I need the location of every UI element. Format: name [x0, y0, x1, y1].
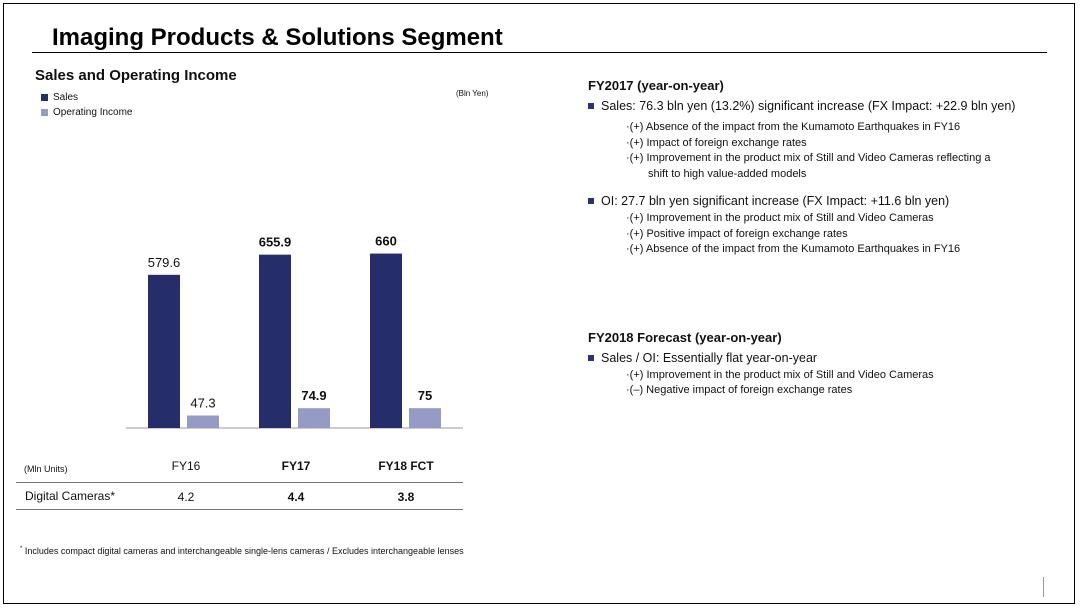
- table-rule-bottom: [16, 509, 463, 510]
- chart-title: Sales and Operating Income: [35, 67, 237, 84]
- fy2018-subs: [588, 368, 1044, 399]
- data-label-sales-2: 660: [375, 233, 397, 249]
- data-label-sales-1: 655.9: [258, 234, 292, 250]
- fy2017-heading: [588, 78, 1044, 93]
- data-label-oi-2: 75: [417, 388, 433, 404]
- footnote-text: Includes compact digital cameras and interchangeable single-lens cameras / Excludes interchangeable lenses: [22, 546, 464, 556]
- fy2018-bullet: [588, 349, 1044, 368]
- table-cell-fy17: 4.4: [287, 490, 305, 504]
- fy2017-oi-text: OI: 27.7 bln yen significant increase (FX Impact: +11.6 bln yen): [601, 194, 950, 208]
- table-header-fy16: FY16: [171, 459, 201, 473]
- table-rule-top: [16, 482, 463, 483]
- commentary-panel: [588, 78, 1044, 399]
- chart-unit-label: (Bln Yen): [456, 89, 489, 98]
- table-row-label: Digital Cameras*: [25, 489, 116, 503]
- bullet-square-icon: [588, 355, 594, 361]
- bullet-square-icon: [588, 198, 594, 204]
- sub-item: ·(+) Improvement in the product mix of Still and Video Cameras reflecting a: [626, 152, 991, 164]
- table-header-fy18: FY18 FCT: [378, 459, 434, 473]
- sub-item: ·(+) Improvement in the product mix of Still and Video Cameras: [626, 212, 934, 224]
- bar-oi-2: [409, 408, 441, 428]
- fy2018-bullet-text: Sales / OI: Essentially flat year-on-year: [601, 350, 818, 365]
- bar-oi-1: [298, 408, 330, 428]
- sub-item: ·(+) Absence of the impact from the Kumamoto Earthquakes in FY16: [626, 121, 961, 133]
- table-header-fy17: FY17: [281, 459, 311, 473]
- bar-oi-0: [187, 415, 219, 428]
- sub-item: ·(+) Improvement in the product mix of Still and Video Cameras: [626, 368, 934, 381]
- fy2017-sales-text: Sales: 76.3 bln yen (13.2%) significant increase (FX Impact: +22.9 bln yen): [601, 99, 1016, 113]
- legend-label-oi: Operating Income: [53, 107, 133, 118]
- table-unit-label: (Mln Units): [24, 464, 68, 474]
- sub-item: ·(–) Negative impact of foreign exchange rates: [626, 384, 853, 396]
- fy2017-heading-suffix: (year-on-year): [633, 78, 724, 93]
- table-cell-fy18: 3.8: [397, 490, 415, 504]
- fy2017-heading-main: FY2017: [588, 78, 634, 93]
- page-title: Imaging Products & Solutions Segment: [52, 24, 503, 51]
- fy2018-heading-suffix: (year-on-year): [691, 329, 782, 345]
- fy2018-heading: [588, 330, 1044, 345]
- bar-sales-0: [148, 275, 180, 428]
- table-cell-fy16: 4.2: [177, 490, 195, 504]
- bar-sales-1: [259, 255, 291, 428]
- data-label-sales-0: 579.6: [147, 254, 181, 270]
- fy2018-heading-main: FY2018 Forecast: [588, 329, 692, 345]
- fy2017-sales-bullet: [588, 97, 1044, 116]
- footnote-mark: *: [20, 546, 23, 552]
- fy2017-oi-subs: [588, 211, 1044, 258]
- bar-sales-2: [370, 254, 402, 428]
- bullet-square-icon: [588, 103, 594, 109]
- data-label-oi-0: 47.3: [190, 395, 216, 411]
- sub-item-continuation: shift to high value-added models: [648, 167, 807, 180]
- legend-label-sales: Sales: [53, 92, 79, 103]
- fy2017-oi-bullet: [588, 192, 1044, 211]
- sub-item: ·(+) Positive impact of foreign exchange rates: [626, 227, 848, 240]
- sub-item: ·(+) Impact of foreign exchange rates: [626, 136, 807, 149]
- corner-divider: [1043, 577, 1044, 597]
- footnote: [20, 546, 464, 556]
- fy2017-sales-subs: [588, 120, 1044, 182]
- data-label-oi-1: 74.9: [301, 388, 327, 404]
- sub-item: ·(+) Absence of the impact from the Kumamoto Earthquakes in FY16: [626, 243, 961, 255]
